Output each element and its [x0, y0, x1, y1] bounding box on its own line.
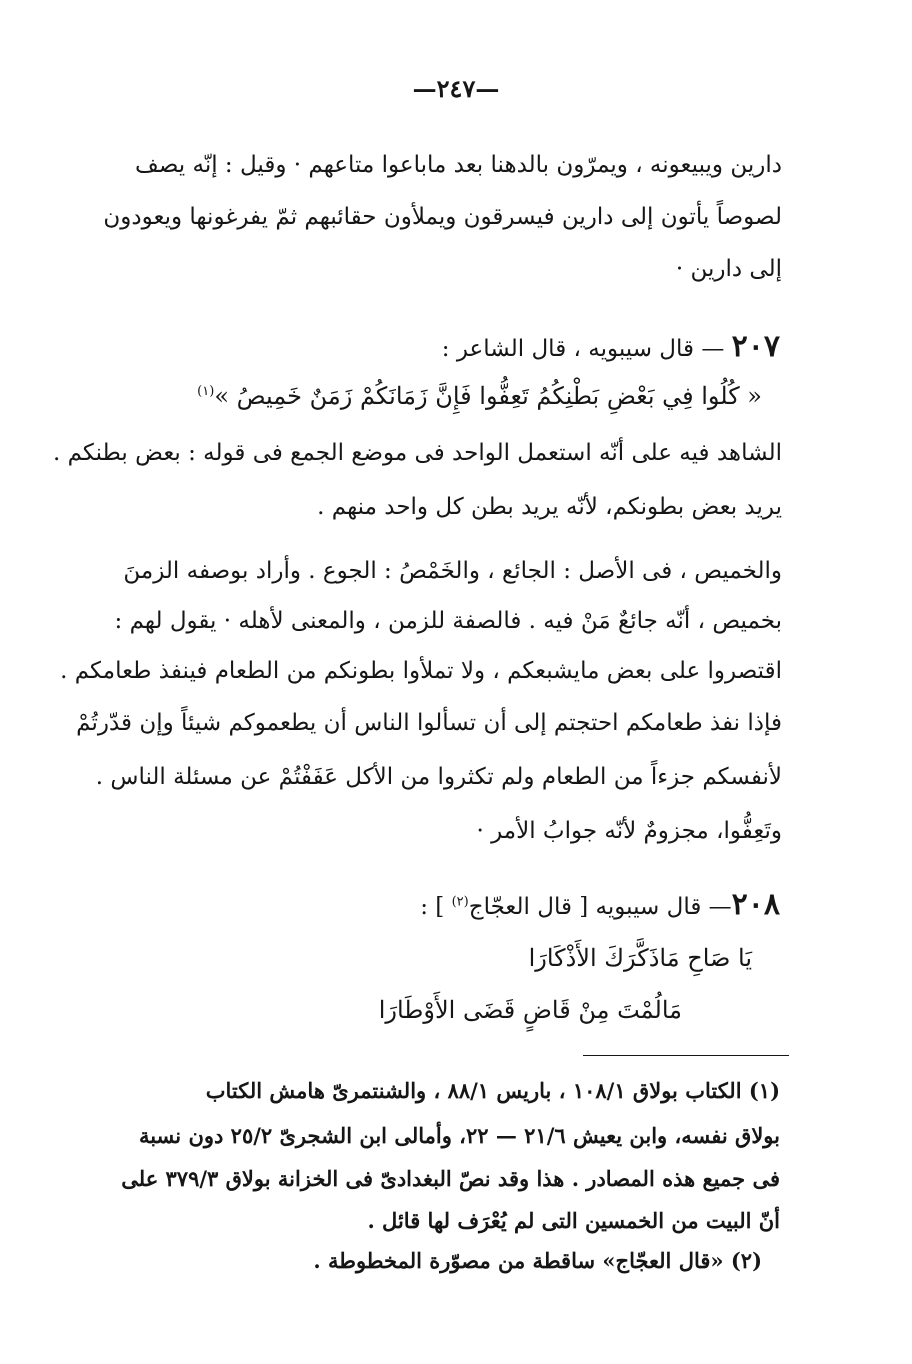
paragraph-line: فإذا نفذ طعامكم احتجتم إلى أن تسألوا الناس أن يطعموكم شيئاً وإن قدّرتُمْ [76, 710, 782, 736]
paragraph-line: بخميص ، أنّه جائعٌ مَنْ فيه . فالصفة للزمن ، والمعنى لأهله · يقول لهم : [114, 608, 782, 634]
section-intro: — قال سيبويه [ قال العجّاج [468, 894, 732, 920]
verse-208-line-2: مَالُمْتَ مِنْ قَاضٍ قَضَى الأَوْطَارَا [378, 996, 682, 1024]
section-intro-end: ] : [420, 894, 452, 920]
section-number: ٢٠٧ [731, 329, 780, 364]
paragraph-line: دارين ويبيعونه ، ويمرّون بالدهنا بعد ماباعوا متاعهم · وقيل : إنّه يصف [135, 152, 782, 178]
footnote-line: (٢) «قال العجّاج» ساقطة من مصوّرة المخطوطة . [313, 1248, 762, 1273]
section-heading-207 [441, 329, 780, 364]
footnote-line: فى جميع هذه المصادر . هذا وقد نصّ البغدادىّ فى الخزانة بولاق ٣٧٩/٣ على [121, 1166, 780, 1191]
footnote-ref-2: (٢) [451, 894, 469, 910]
section-number: ٢٠٨ [731, 887, 780, 922]
verse-207 [197, 384, 762, 408]
paragraph-line: الشاهد فيه على أنّه استعمل الواحد فى موضع الجمع فى قوله : بعض بطنكم . [52, 440, 782, 466]
paragraph-line: يريد بعض بطونكم، لأنّه يريد بطن كل واحد منهم . [317, 494, 782, 520]
paragraph-line: اقتصروا على بعض مايشبعكم ، ولا تملأوا بطونكم من الطعام فينفذ طعامكم . [60, 658, 782, 684]
footnote-divider [583, 1055, 789, 1056]
verse-text: « كُلُوا فِي بَعْضِ بَطْنِكُمُ تَعِفُّوا فَإِنَّ زَمَانَكُمْ زَمَنٌ خَمِيصُ » [214, 382, 762, 410]
footnote-line: بولاق نفسه، وابن يعيش ٢١/٦ — ٢٢، وأمالى ابن الشجرىّ ٢٥/٢ دون نسبة [138, 1123, 780, 1148]
footnote-line: (١) الكتاب بولاق ١٠٨/١ ، باريس ٨٨/١ ، والشنتمرىّ هامش الكتاب [205, 1078, 780, 1103]
section-intro: — قال سيبويه ، قال الشاعر : [441, 336, 725, 362]
page-number: —٢٤٧— [412, 74, 500, 103]
footnote-ref-1: (١) [197, 384, 215, 399]
paragraph-line: لأنفسكم جزءاً من الطعام ولم تكثروا من الأكل عَفَفْتُمْ عن مسئلة الناس . [95, 764, 782, 790]
paragraph-line: لصوصاً يأتون إلى دارين فيسرقون ويملأون حقائبهم ثمّ يفرغونها ويعودون [103, 204, 782, 230]
verse-208-line-1: يَا صَاحِ مَاذَكَّرَكَ الأَذْكَارَا [528, 944, 752, 972]
paragraph-line: والخميص ، فى الأصل : الجائع ، والخَمْصُ : الجوع . وأراد بوصفه الزمنَ [123, 558, 782, 584]
section-heading-208 [420, 887, 780, 922]
paragraph-line: وتَعِفُّوا، مجزومٌ لأنّه جوابُ الأمر · [476, 818, 782, 844]
footnote-line: أنّ البيت من الخمسين التى لم يُعْرَف لها قائل . [367, 1208, 780, 1233]
paragraph-line: إلى دارين · [675, 256, 782, 282]
